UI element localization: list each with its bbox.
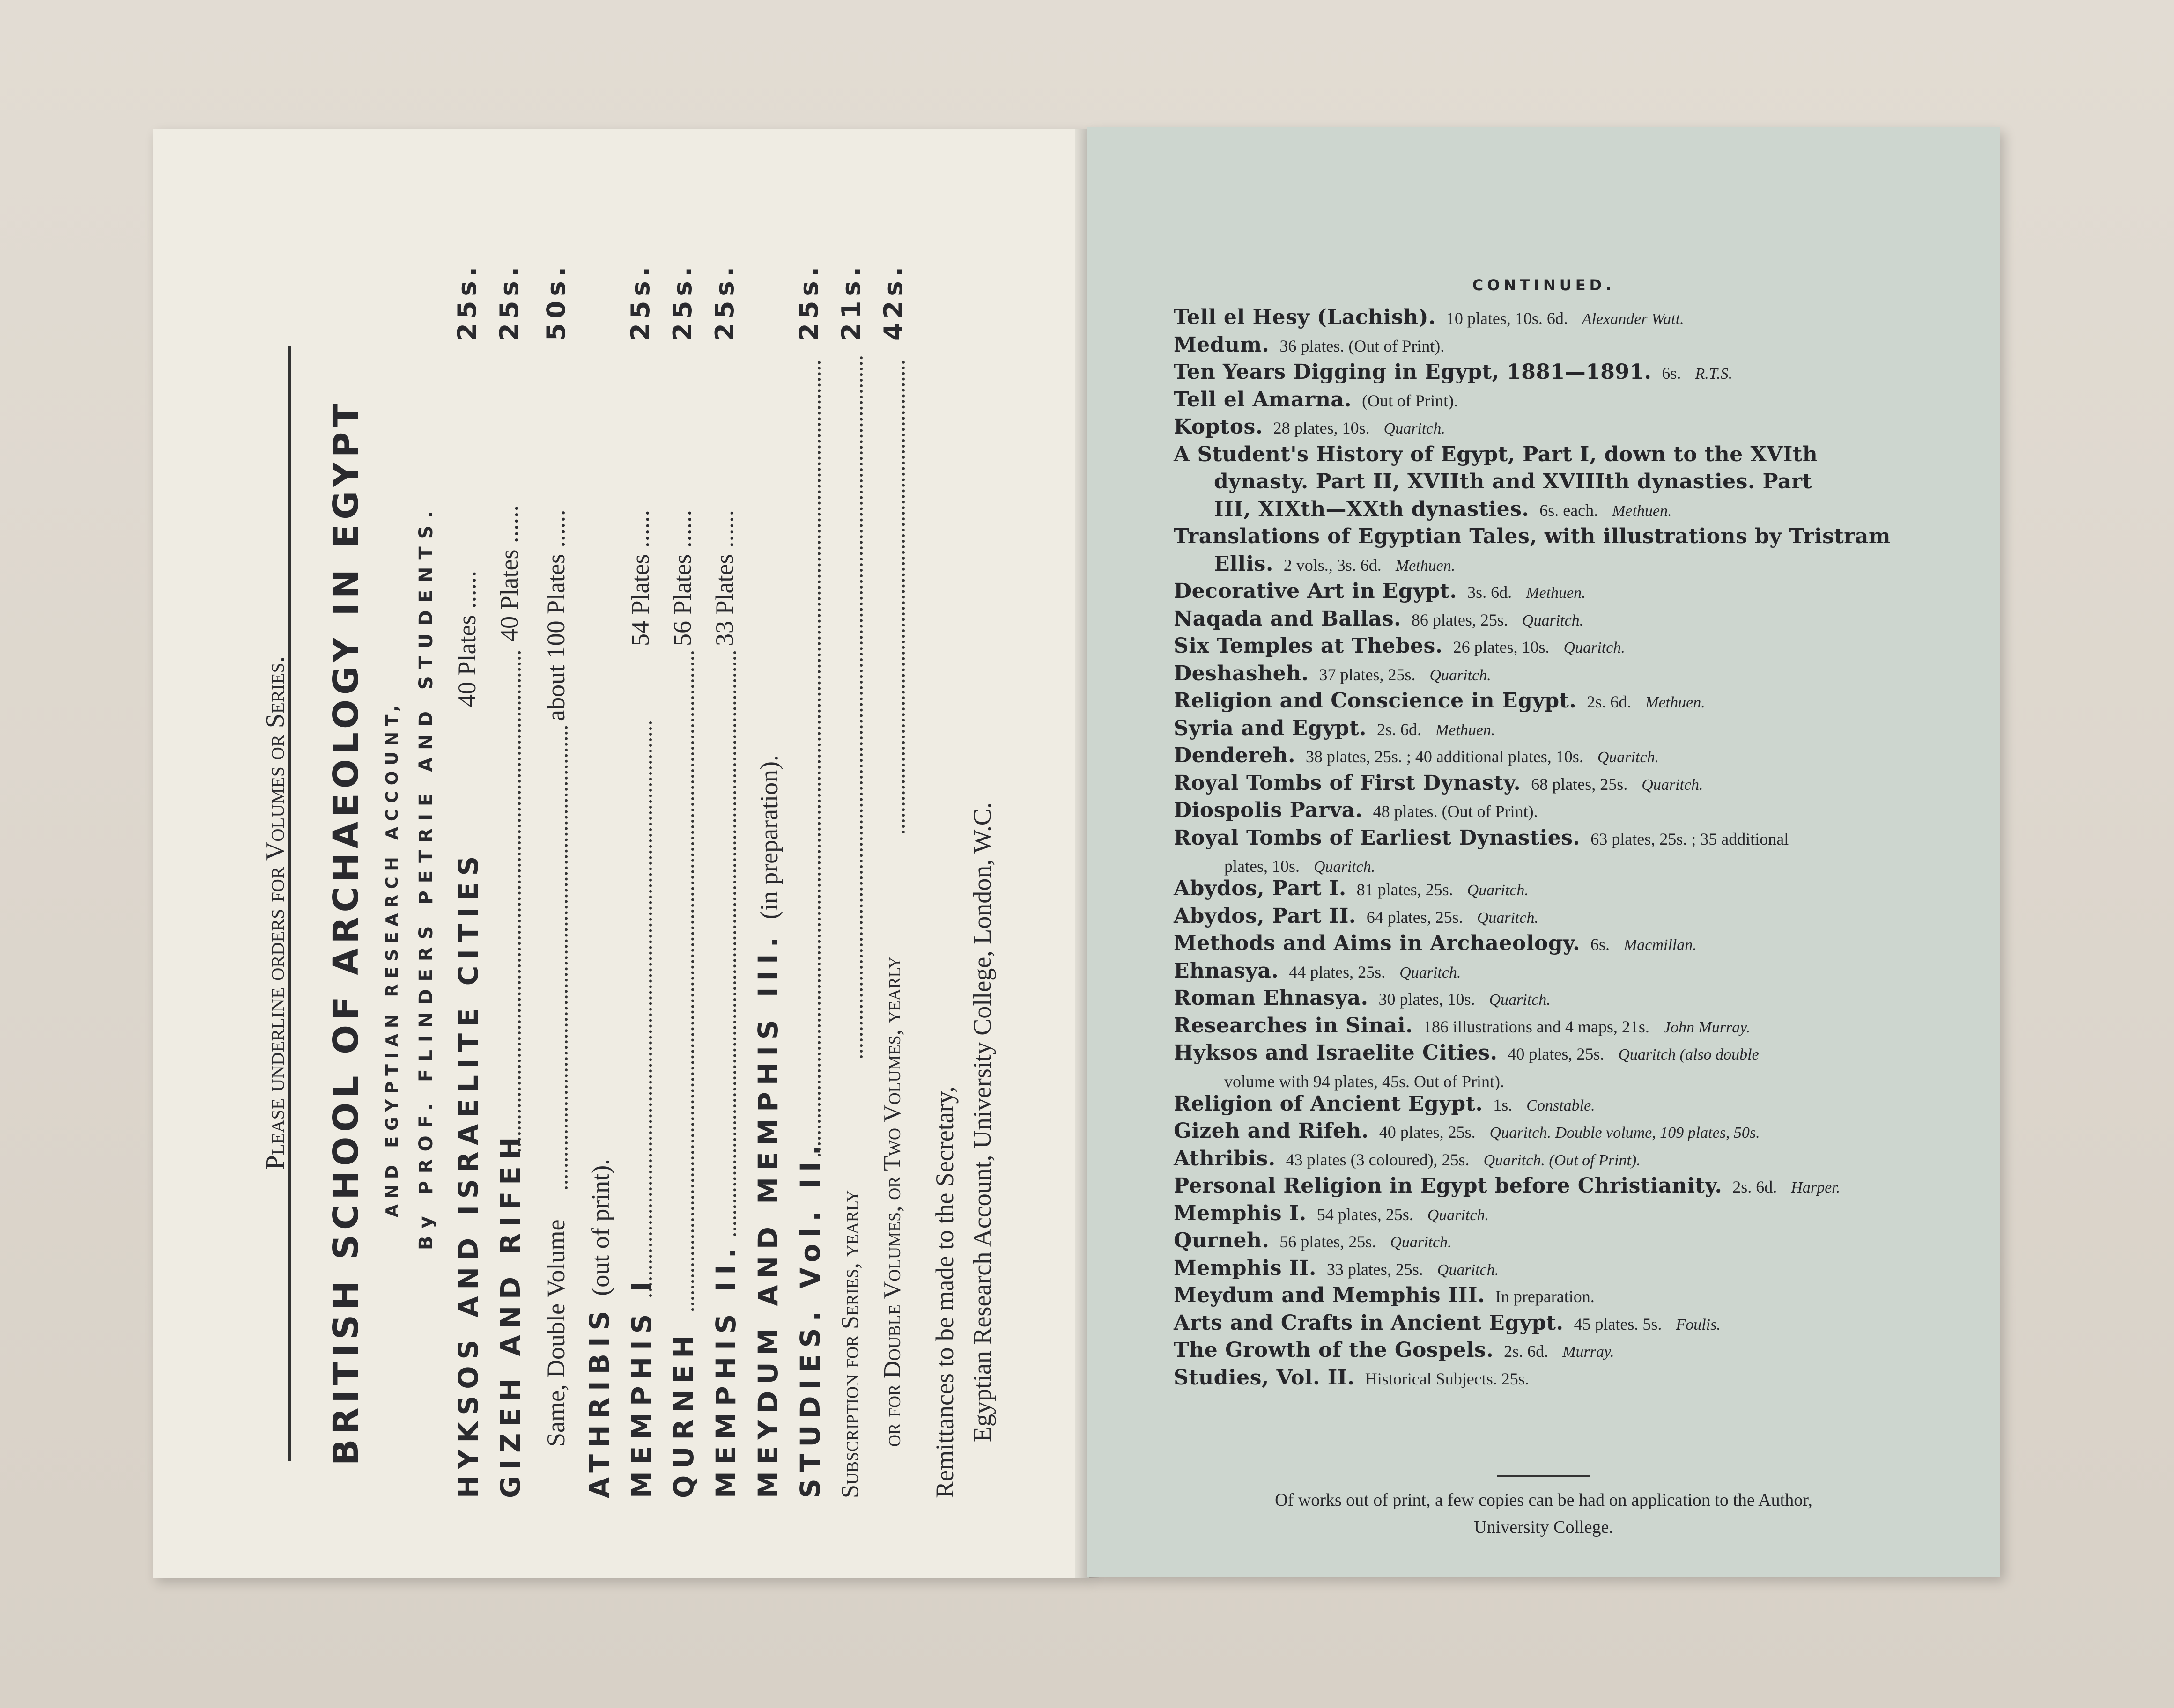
catalogue-entry bbox=[1174, 662, 1491, 685]
entry-title: Memphis I. bbox=[1174, 1201, 1307, 1225]
catalogue-entry bbox=[1174, 524, 1915, 548]
entry-title: III, XIXth—XXth dynasties. bbox=[1214, 497, 1530, 521]
left-row-4-title: ATHRIBIS bbox=[584, 1304, 615, 1498]
catalogue-entry bbox=[1174, 1229, 1452, 1252]
entry-publisher: Quaritch. bbox=[1390, 1234, 1452, 1251]
right-heading bbox=[1087, 276, 2000, 294]
entry-title: Diospolis Parva. bbox=[1174, 798, 1363, 822]
left-row-7-leader bbox=[733, 651, 736, 1236]
catalogue-entry bbox=[1174, 1201, 1489, 1225]
left-row-5 bbox=[626, 262, 663, 1498]
entry-title: Abydos, Part II. bbox=[1174, 904, 1356, 928]
entry-publisher: Quaritch. bbox=[1383, 420, 1445, 437]
left-row-7-title: MEMPHIS II. bbox=[710, 1241, 742, 1498]
entry-detail: 68 plates, 25s. bbox=[1531, 774, 1628, 794]
entry-detail: 36 plates. (Out of Print). bbox=[1279, 336, 1445, 355]
entry-detail: In preparation. bbox=[1495, 1287, 1595, 1306]
left-row-5-price: 25s. bbox=[626, 262, 655, 341]
entry-publisher: Quaritch. bbox=[1477, 909, 1538, 927]
entry-publisher: Murray. bbox=[1562, 1343, 1614, 1361]
left-row-3 bbox=[541, 262, 579, 1498]
entry-detail: 38 plates, 25s. ; 40 additional plates, 10s. bbox=[1305, 747, 1583, 766]
left-row-9-price: 25s. bbox=[794, 262, 824, 341]
entry-publisher: Quaritch. bbox=[1563, 639, 1625, 656]
entry-publisher: Foulis. bbox=[1676, 1316, 1721, 1333]
catalogue-entry bbox=[1174, 1283, 1609, 1307]
catalogue-entry bbox=[1174, 771, 1703, 795]
catalogue-entry bbox=[1174, 1014, 1750, 1038]
entry-detail: 2s. 6d. bbox=[1732, 1178, 1777, 1196]
entry-detail: 1s. bbox=[1493, 1095, 1513, 1114]
catalogue-entry bbox=[1174, 415, 1445, 439]
left-row-1 bbox=[452, 262, 490, 1498]
entry-publisher: R.T.S. bbox=[1695, 365, 1733, 383]
left-row-6-title: QURNEH bbox=[668, 1329, 700, 1498]
entry-detail: 26 plates, 10s. bbox=[1453, 638, 1550, 656]
left-heading-text: BRITISH SCHOOL OF ARCHAEOLOGY IN EGYPT bbox=[326, 399, 366, 1465]
entry-detail: 2s. 6d. bbox=[1376, 720, 1421, 739]
catalogue-entry bbox=[1174, 716, 1495, 740]
entry-detail: 48 plates. (Out of Print). bbox=[1373, 802, 1538, 821]
entry-detail: 40 plates, 25s. bbox=[1508, 1045, 1605, 1063]
entry-publisher: Quaritch. bbox=[1427, 1206, 1489, 1224]
entry-title: Athribis. bbox=[1174, 1146, 1276, 1171]
order-note-text: Please underline orders for Volumes or Series. bbox=[261, 656, 290, 1170]
left-row-8 bbox=[752, 262, 790, 1498]
entry-detail: 10 plates, 10s. 6d. bbox=[1446, 309, 1568, 328]
left-subheading-1-text: AND EGYPTIAN RESEARCH ACCOUNT, bbox=[383, 699, 402, 1217]
left-subheading-2 bbox=[415, 14, 437, 1250]
entry-publisher: Quaritch. bbox=[1399, 964, 1461, 981]
entry-publisher: Quaritch (also double bbox=[1618, 1046, 1759, 1063]
entry-publisher: Constable. bbox=[1526, 1097, 1595, 1114]
catalogue-entry bbox=[1174, 1092, 1595, 1116]
entry-detail: plates, 10s. bbox=[1224, 857, 1300, 876]
entry-detail: 37 plates, 25s. bbox=[1319, 665, 1416, 684]
entry-publisher: Alexander Watt. bbox=[1582, 310, 1684, 328]
left-row-6-detail: 56 Plates ...... bbox=[668, 510, 696, 646]
remittance-line-2-text: Egyptian Research Account, University College, London, W.C. bbox=[968, 802, 996, 1442]
entry-title: Dendereh. bbox=[1174, 744, 1295, 767]
footer-line-2 bbox=[1087, 1517, 2000, 1538]
catalogue-entry bbox=[1214, 552, 1455, 576]
entry-detail: 6s. each. bbox=[1539, 501, 1598, 520]
footer-line-2-text: University College. bbox=[1474, 1517, 1613, 1537]
left-row-6-price: 25s. bbox=[668, 262, 697, 341]
entry-publisher: Methuen. bbox=[1395, 557, 1456, 574]
entry-title: Studies, Vol. II. bbox=[1174, 1365, 1355, 1390]
catalogue-entry bbox=[1174, 607, 1583, 631]
catalogue-entry bbox=[1174, 442, 1842, 466]
catalogue-entry bbox=[1174, 1119, 1760, 1143]
entry-detail: 40 plates, 25s. bbox=[1379, 1123, 1476, 1141]
catalogue-entry bbox=[1174, 689, 1705, 713]
footer-rule bbox=[1497, 1475, 1590, 1477]
entry-title: Ten Years Digging in Egypt, 1881—1891. bbox=[1174, 360, 1652, 384]
order-note bbox=[260, 328, 290, 1498]
left-row-1-price: 25s. bbox=[452, 262, 482, 341]
entry-title: Deshasheh. bbox=[1174, 661, 1309, 685]
catalogue-entry bbox=[1214, 470, 1836, 493]
right-entries-list bbox=[1174, 305, 1970, 1523]
entry-detail: 44 plates, 25s. bbox=[1289, 962, 1386, 981]
entry-title: Abydos, Part I. bbox=[1174, 876, 1346, 900]
catalogue-entry bbox=[1174, 1338, 1614, 1362]
right-page bbox=[1087, 127, 2000, 1577]
entry-detail: 28 plates, 10s. bbox=[1273, 419, 1370, 437]
entry-detail: 186 illustrations and 4 maps, 21s. bbox=[1423, 1017, 1649, 1036]
entry-title: Religion and Conscience in Egypt. bbox=[1174, 689, 1577, 713]
remittance-line-1-text: Remittances to be made to the Secretary, bbox=[931, 1086, 959, 1498]
left-row-1-detail: 40 Plates ...... bbox=[453, 571, 481, 707]
left-row-11 bbox=[879, 262, 916, 1498]
catalogue-entry bbox=[1174, 826, 1803, 850]
entry-title: Gizeh and Rifeh. bbox=[1174, 1119, 1369, 1143]
left-row-6-leader bbox=[691, 651, 694, 1311]
entry-title: Ellis. bbox=[1214, 552, 1273, 576]
entry-title: A Student's History of Egypt, Part I, down to the XVIth bbox=[1174, 442, 1818, 466]
catalogue-entry bbox=[1214, 1068, 1518, 1092]
entry-detail: 6s. bbox=[1662, 364, 1681, 383]
entry-publisher: Quaritch. bbox=[1313, 858, 1375, 876]
left-row-10-price: 21s. bbox=[836, 262, 866, 341]
left-row-10-title: Subscription for Series, yearly bbox=[837, 1190, 864, 1498]
left-row-8-title: MEYDUM AND MEMPHIS III. bbox=[752, 930, 784, 1498]
entry-title: Translations of Egyptian Tales, with illustrations by Tristram bbox=[1174, 524, 1891, 548]
catalogue-entry bbox=[1174, 1366, 1543, 1390]
entry-detail: 30 plates, 10s. bbox=[1378, 990, 1475, 1009]
footer-line-1-text: Of works out of print, a few copies can be had on application to the Author, bbox=[1275, 1490, 1812, 1510]
entry-publisher: John Murray. bbox=[1663, 1018, 1751, 1036]
left-row-3-leader bbox=[565, 726, 568, 1189]
entry-detail: 3s. 6d. bbox=[1467, 583, 1512, 602]
left-row-1-title: HYKSOS AND ISRAELITE CITIES bbox=[452, 849, 484, 1498]
entry-title: Six Temples at Thebes. bbox=[1174, 634, 1443, 658]
entry-detail: 2s. 6d. bbox=[1504, 1342, 1549, 1361]
catalogue-entry bbox=[1174, 333, 1458, 357]
left-page-inner bbox=[153, 262, 1089, 1498]
left-subheading-2-text: By PROF. FLINDERS PETRIE AND STUDENTS. bbox=[415, 503, 437, 1250]
entry-detail: 2s. 6d. bbox=[1587, 692, 1632, 711]
entry-detail: 86 plates, 25s. bbox=[1411, 610, 1508, 629]
left-row-5-leader bbox=[649, 721, 652, 1297]
catalogue-entry bbox=[1174, 931, 1697, 955]
left-heading bbox=[326, 229, 367, 1465]
entry-title: Methods and Aims in Archaeology. bbox=[1174, 931, 1580, 955]
left-row-7-price: 25s. bbox=[710, 262, 739, 341]
entry-title: Tell el Hesy (Lachish). bbox=[1174, 305, 1436, 329]
entry-detail: 63 plates, 25s. ; 35 additional bbox=[1590, 829, 1789, 848]
entry-detail: 33 plates, 25s. bbox=[1326, 1259, 1423, 1279]
left-row-9-title: STUDIES. Vol. II. bbox=[794, 1138, 826, 1498]
entry-title: Hyksos and Israelite Cities. bbox=[1174, 1041, 1498, 1065]
catalogue-entry bbox=[1174, 305, 1684, 329]
entry-title: dynasty. Part II, XVIIth and XVIIIth dynasties. Part bbox=[1214, 470, 1812, 493]
left-row-3-price: 50s. bbox=[541, 262, 571, 341]
entry-detail: 2 vols., 3s. 6d. bbox=[1283, 555, 1382, 574]
catalogue-entry bbox=[1174, 1174, 1840, 1198]
entry-publisher: Harper. bbox=[1791, 1179, 1841, 1196]
entry-detail: volume with 94 plates, 45s. Out of Print). bbox=[1224, 1072, 1504, 1091]
catalogue-entry bbox=[1174, 744, 1659, 767]
entry-title: Koptos. bbox=[1174, 415, 1263, 439]
catalogue-entry bbox=[1214, 497, 1672, 521]
remittance-line-1 bbox=[930, 262, 959, 1498]
entry-detail: 43 plates (3 coloured), 25s. bbox=[1286, 1150, 1470, 1169]
entry-detail: 64 plates, 25s. bbox=[1366, 907, 1463, 927]
catalogue-entry bbox=[1174, 388, 1472, 412]
left-row-9 bbox=[794, 262, 832, 1498]
entry-publisher: Quaritch. bbox=[1522, 611, 1584, 629]
catalogue-entry bbox=[1174, 579, 1586, 603]
footer-line-1 bbox=[1087, 1490, 2000, 1510]
entry-title: Arts and Crafts in Ancient Egypt. bbox=[1174, 1310, 1564, 1335]
entry-detail: 54 plates, 25s. bbox=[1316, 1205, 1413, 1224]
entry-title: The Growth of the Gospels. bbox=[1174, 1338, 1494, 1362]
catalogue-entry bbox=[1174, 904, 1538, 928]
entry-publisher: Quaritch. bbox=[1467, 882, 1529, 899]
left-row-2-detail: 40 Plates ...... bbox=[495, 505, 523, 641]
left-row-11-leader bbox=[902, 361, 905, 833]
catalogue-entry bbox=[1174, 986, 1551, 1010]
left-row-11-price: 42s. bbox=[879, 262, 908, 341]
entry-publisher: Quaritch. Double volume, 109 plates, 50s. bbox=[1489, 1124, 1760, 1141]
catalogue-entry bbox=[1174, 876, 1529, 900]
left-subheading-1 bbox=[382, 0, 402, 1217]
entry-title: Decorative Art in Egypt. bbox=[1174, 579, 1457, 603]
entry-title: Medum. bbox=[1174, 332, 1270, 357]
catalogue-entry bbox=[1174, 1311, 1721, 1335]
left-page-content bbox=[153, 129, 1089, 1578]
right-heading-text: CONTINUED. bbox=[1472, 276, 1615, 294]
left-row-4-detail: (out of print). bbox=[586, 1159, 614, 1296]
catalogue-entry bbox=[1174, 1256, 1499, 1280]
entry-publisher: Quaritch. bbox=[1429, 666, 1491, 684]
entry-title: Memphis II. bbox=[1174, 1256, 1316, 1280]
entry-publisher: Methuen. bbox=[1435, 721, 1495, 739]
entry-title: Qurneh. bbox=[1174, 1229, 1270, 1252]
entry-title: Royal Tombs of Earliest Dynasties. bbox=[1174, 825, 1581, 850]
entry-publisher: Methuen. bbox=[1645, 694, 1705, 711]
left-row-7-detail: 33 Plates ...... bbox=[710, 510, 739, 646]
left-row-3-title: Same, Double Volume bbox=[542, 1219, 570, 1447]
entry-publisher: Methuen. bbox=[1526, 584, 1586, 602]
catalogue-entry bbox=[1214, 853, 1375, 877]
left-row-8-detail: (in preparation). bbox=[755, 755, 783, 920]
left-row-2-title: GIZEH AND RIFEH bbox=[495, 1130, 526, 1498]
left-row-2-price: 25s. bbox=[495, 262, 524, 341]
entry-title: Researches in Sinai. bbox=[1174, 1013, 1413, 1038]
entry-title: Roman Ehnasya. bbox=[1174, 986, 1368, 1010]
entry-detail: Historical Subjects. 25s. bbox=[1365, 1369, 1529, 1388]
catalogue-entry bbox=[1174, 360, 1732, 384]
entry-title: Personal Religion in Egypt before Christianity. bbox=[1174, 1174, 1723, 1198]
left-row-5-detail: 54 Plates ...... bbox=[626, 510, 654, 646]
entry-publisher: Macmillan. bbox=[1623, 936, 1697, 954]
entry-title: Religion of Ancient Egypt. bbox=[1174, 1091, 1483, 1116]
left-row-11-title: or for Double Volumes, or Two Volumes, yearly bbox=[879, 956, 906, 1447]
order-note-rule bbox=[288, 346, 291, 1461]
left-row-10 bbox=[836, 262, 874, 1498]
entry-title: Royal Tombs of First Dynasty. bbox=[1174, 771, 1521, 795]
entry-publisher: Methuen. bbox=[1612, 502, 1672, 520]
entry-detail: 81 plates, 25s. bbox=[1356, 880, 1453, 899]
left-row-2 bbox=[495, 262, 532, 1498]
left-row-5-title: MEMPHIS I bbox=[626, 1274, 658, 1498]
left-row-10-leader bbox=[860, 356, 863, 1058]
entry-publisher: Quaritch. bbox=[1437, 1261, 1499, 1279]
catalogue-entry bbox=[1174, 798, 1552, 822]
catalogue-entry bbox=[1174, 1041, 1759, 1065]
left-row-6 bbox=[668, 262, 705, 1498]
left-row-9-leader bbox=[818, 361, 821, 1156]
left-row-3-detail: about 100 Plates ...... bbox=[542, 509, 570, 721]
entry-title: Tell el Amarna. bbox=[1174, 387, 1352, 412]
left-row-4 bbox=[584, 262, 621, 1498]
catalogue-entry bbox=[1174, 959, 1461, 983]
entry-detail: 45 plates. 5s. bbox=[1574, 1314, 1662, 1333]
entry-title: Ehnasya. bbox=[1174, 958, 1279, 983]
catalogue-entry bbox=[1174, 634, 1625, 658]
entry-title: Syria and Egypt. bbox=[1174, 716, 1367, 740]
entry-publisher: Quaritch. bbox=[1489, 991, 1551, 1009]
remittance-line-2 bbox=[968, 206, 997, 1442]
left-row-7 bbox=[710, 262, 747, 1498]
entry-title: Naqada and Ballas. bbox=[1174, 606, 1401, 631]
left-page bbox=[153, 129, 1089, 1578]
entry-publisher: Quaritch. (Out of Print). bbox=[1483, 1151, 1641, 1169]
entry-publisher: Quaritch. bbox=[1642, 776, 1703, 794]
entry-title: Meydum and Memphis III. bbox=[1174, 1283, 1485, 1307]
catalogue-entry bbox=[1174, 1147, 1641, 1171]
entry-detail: (Out of Print). bbox=[1362, 391, 1458, 410]
entry-detail: 6s. bbox=[1590, 935, 1610, 954]
entry-publisher: Quaritch. bbox=[1597, 749, 1659, 766]
entry-detail: 56 plates, 25s. bbox=[1279, 1232, 1376, 1251]
left-row-2-leader bbox=[518, 651, 521, 1152]
